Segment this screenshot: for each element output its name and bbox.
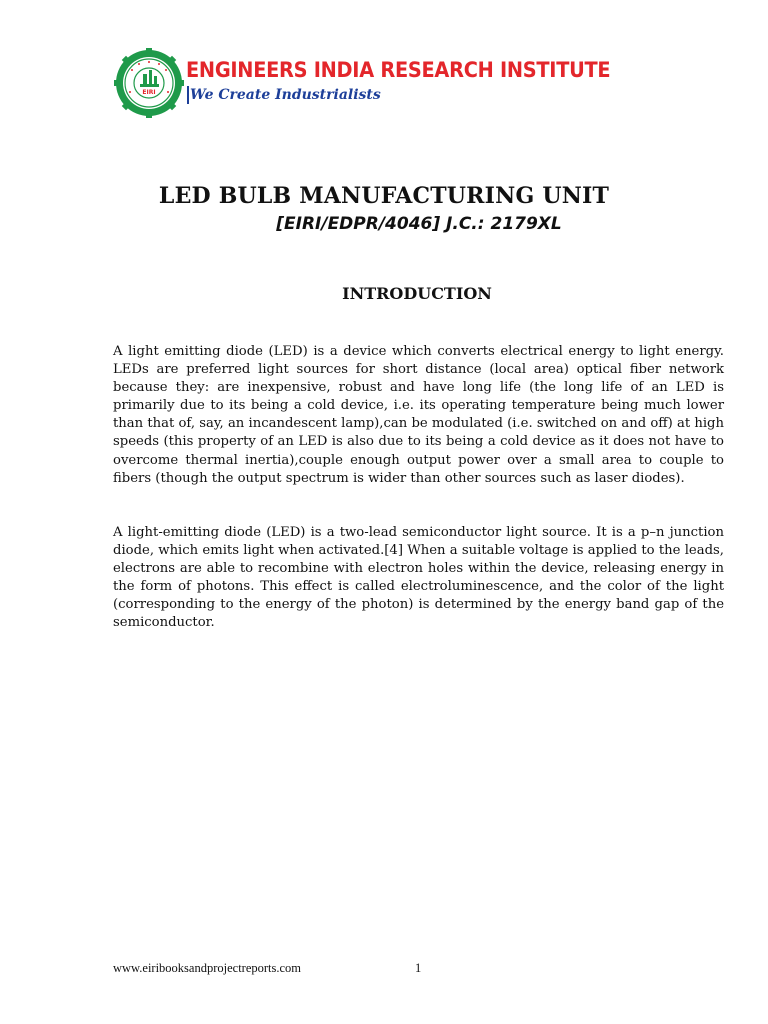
paragraph-1: A light emitting diode (LED) is a device which converts electrical energy to light energy. LEDs are preferred light sources for short distance (local area) optical fiber network because they: are inexpensive, robust and have long life (the long life of an LED is primarily due to its being a cold device, i.e. its operating temperature being much lower than that of, say, an incandescent lamp),can be modulated (i.e. switched on and off) at high speeds (this property of an LED is also due to its being a cold device as it does not have to overcome thermal inertia),couple enough output power over a small area to couple to fibers (though the output spectrum is wider than other sources such as laser diodes). xyxy=(113,344,724,486)
section-heading: INTRODUCTION xyxy=(342,284,492,303)
organization-name: ENGINEERS INDIA RESEARCH INSTITUTE xyxy=(186,58,611,82)
page-number: 1 xyxy=(415,961,422,975)
header xyxy=(114,48,611,120)
paragraph-2: A light-emitting diode (LED) is a two-lead semiconductor light source. It is a p–n junction diode, which emits light when activated.[4] When a suitable voltage is applied to the leads, electrons are able to recombine with electron holes within the device, releasing energy in the form of photons. This effect is called electroluminescence, and the color of the light (corresponding to the energy of the photon) is determined by the energy band gap of the semiconductor. xyxy=(113,525,724,631)
document-subtitle: [EIRI/EDPR/4046] J.C.: 2179XL xyxy=(276,214,562,234)
tagline: We Create Industrialists xyxy=(190,87,381,103)
logo-text: EIRI xyxy=(142,89,156,96)
document-title: LED BULB MANUFACTURING UNIT xyxy=(158,183,610,209)
tagline-rule xyxy=(187,86,189,104)
footer-url: www.eiribooksandprojectreports.com xyxy=(113,961,302,975)
eiri-logo-icon xyxy=(114,48,184,118)
